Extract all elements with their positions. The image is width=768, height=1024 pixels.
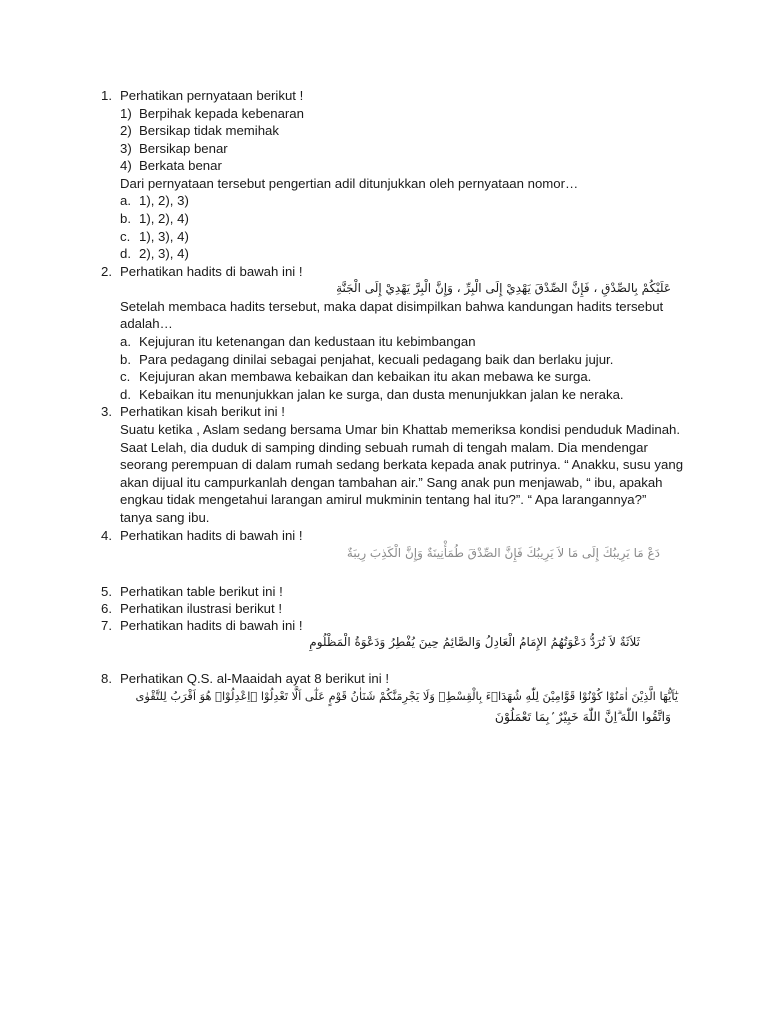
arabic-text: يٰٓاَيُّهَا الَّذِيْنَ اٰمَنُوْا كُوْنُوْا قَوَّامِيْنَ لِلّٰهِ شُهَدَاۤءَ بِالْقِسْطِۖ وَلَا يَجْرِمَنَّكُمْ شَنَاٰنُ قَوْمٍ عَلٰٓى اَلَّا تَعْدِلُوْا ۗاِعْدِلُوْاۗ هُوَ اَقْرَبُ لِلتَّقْوٰى [135,689,678,703]
question-number: 6. [101,601,112,616]
question-text: Perhatikan kisah berikut ini ! [120,404,285,419]
option-letter: c. [120,229,131,244]
story-text: Saat Lelah, dia duduk di samping dinding sebuah rumah di tengah malam. Dia mendengar [120,440,648,455]
question-text: Perhatikan hadits di bawah ini ! [120,264,303,279]
question-number: 7. [101,618,112,633]
question-text: Perhatikan ilustrasi berikut ! [120,601,282,616]
arabic-text: وَاتَّقُوا اللّٰهَ ۗاِنَّ اللّٰهَ خَبِيْرٌ ۢبِمَا تَعْمَلُوْنَ [494,709,671,724]
statement-text: Berpihak kepada kebenaran [139,106,304,121]
question-text: Perhatikan Q.S. al-Maaidah ayat 8 berikut ini ! [120,671,390,686]
question-number: 8. [101,671,112,686]
story-text: Suatu ketika , Aslam sedang bersama Umar bin Khattab memeriksa kondisi penduduk Madinah. [120,422,681,437]
question-number: 3. [101,404,112,419]
option-letter: a. [120,334,131,349]
option-text: 1), 2), 4) [139,211,189,226]
story-text: engkau tidak mengetahui larangan amirul mukminin tentang hal itu?”. “ Apa larangannya?” [120,492,647,507]
question-number: 4. [101,528,112,543]
option-letter: b. [120,211,131,226]
story-text: seorang perempuan di dalam rumah sedang berkata kepada anak putrinya. “ Anakku, susu yang [120,457,684,472]
story-text: tanya sang ibu. [120,510,210,525]
question-number: 2. [101,264,112,279]
arabic-text: عَلَيْكُمْ بِالصِّدْقِ ، فَإِنَّ الصِّدْقَ يَهْدِيْ إِلَى الْبِرِّ ، وَإِنَّ الْبِرَّ يَهْدِيْ إِلَى الْجَنَّةِ [336,281,671,295]
question-text: Perhatikan table berikut ini ! [120,584,283,599]
question-text: Perhatikan hadits di bawah ini ! [120,528,303,543]
option-letter: b. [120,352,131,367]
question-text: Perhatikan pernyataan berikut ! [120,88,304,103]
question-text: Perhatikan hadits di bawah ini ! [120,618,303,633]
option-text: 2), 3), 4) [139,246,189,261]
statement-number: 4) [120,158,132,173]
arabic-text: ثَلاَثَةٌ لاَ تُرَدُّ دَعْوَتُهُمُ الإِمَامُ الْعَادِلُ وَالصَّائِمُ حِينَ يُفْطِرُ وَدَعْوَةُ الْمَظْلُومِ [309,635,640,649]
option-letter: c. [120,369,131,384]
option-text: Kejujuran akan membawa kebaikan dan kebaikan itu akan mebawa ke surga. [139,369,592,384]
statement-text: Bersikap tidak memihak [139,123,279,138]
arabic-text: دَعْ مَا يَرِيبُكَ إِلَى مَا لاَ يَرِيبُكَ فَإِنَّ الصِّدْقَ طُمَأْنِينَةٌ وَإِنَّ الْكَذِبَ رِيبَةٌ [346,546,660,560]
statement-text: Berkata benar [139,158,222,173]
option-letter: d. [120,246,131,261]
statement-text: Bersikap benar [139,141,228,156]
statement-number: 1) [120,106,132,121]
story-text: akan dijual itu campurkanlah dengan tambahan air.” Sang anak pun menjawab, “ ibu, apakah [120,475,663,490]
option-letter: a. [120,193,131,208]
statement-number: 3) [120,141,132,156]
option-text: Kebaikan itu menunjukkan jalan ke surga, dan dusta menunjukkan jalan ke neraka. [139,387,624,402]
question-number: 1. [101,88,112,103]
question-number: 5. [101,584,112,599]
statement-number: 2) [120,123,132,138]
prompt-text: adalah… [120,316,173,331]
option-text: 1), 3), 4) [139,229,189,244]
option-letter: d. [120,387,131,402]
option-text: Para pedagang dinilai sebagai penjahat, kecuali pedagang baik dan berlaku jujur. [139,352,614,367]
option-text: Kejujuran itu ketenangan dan kedustaan itu kebimbangan [139,334,476,349]
prompt-text: Dari pernyataan tersebut pengertian adil ditunjukkan oleh pernyataan nomor… [120,176,579,191]
option-text: 1), 2), 3) [139,193,189,208]
prompt-text: Setelah membaca hadits tersebut, maka dapat disimpilkan bahwa kandungan hadits tersebut [120,299,664,314]
